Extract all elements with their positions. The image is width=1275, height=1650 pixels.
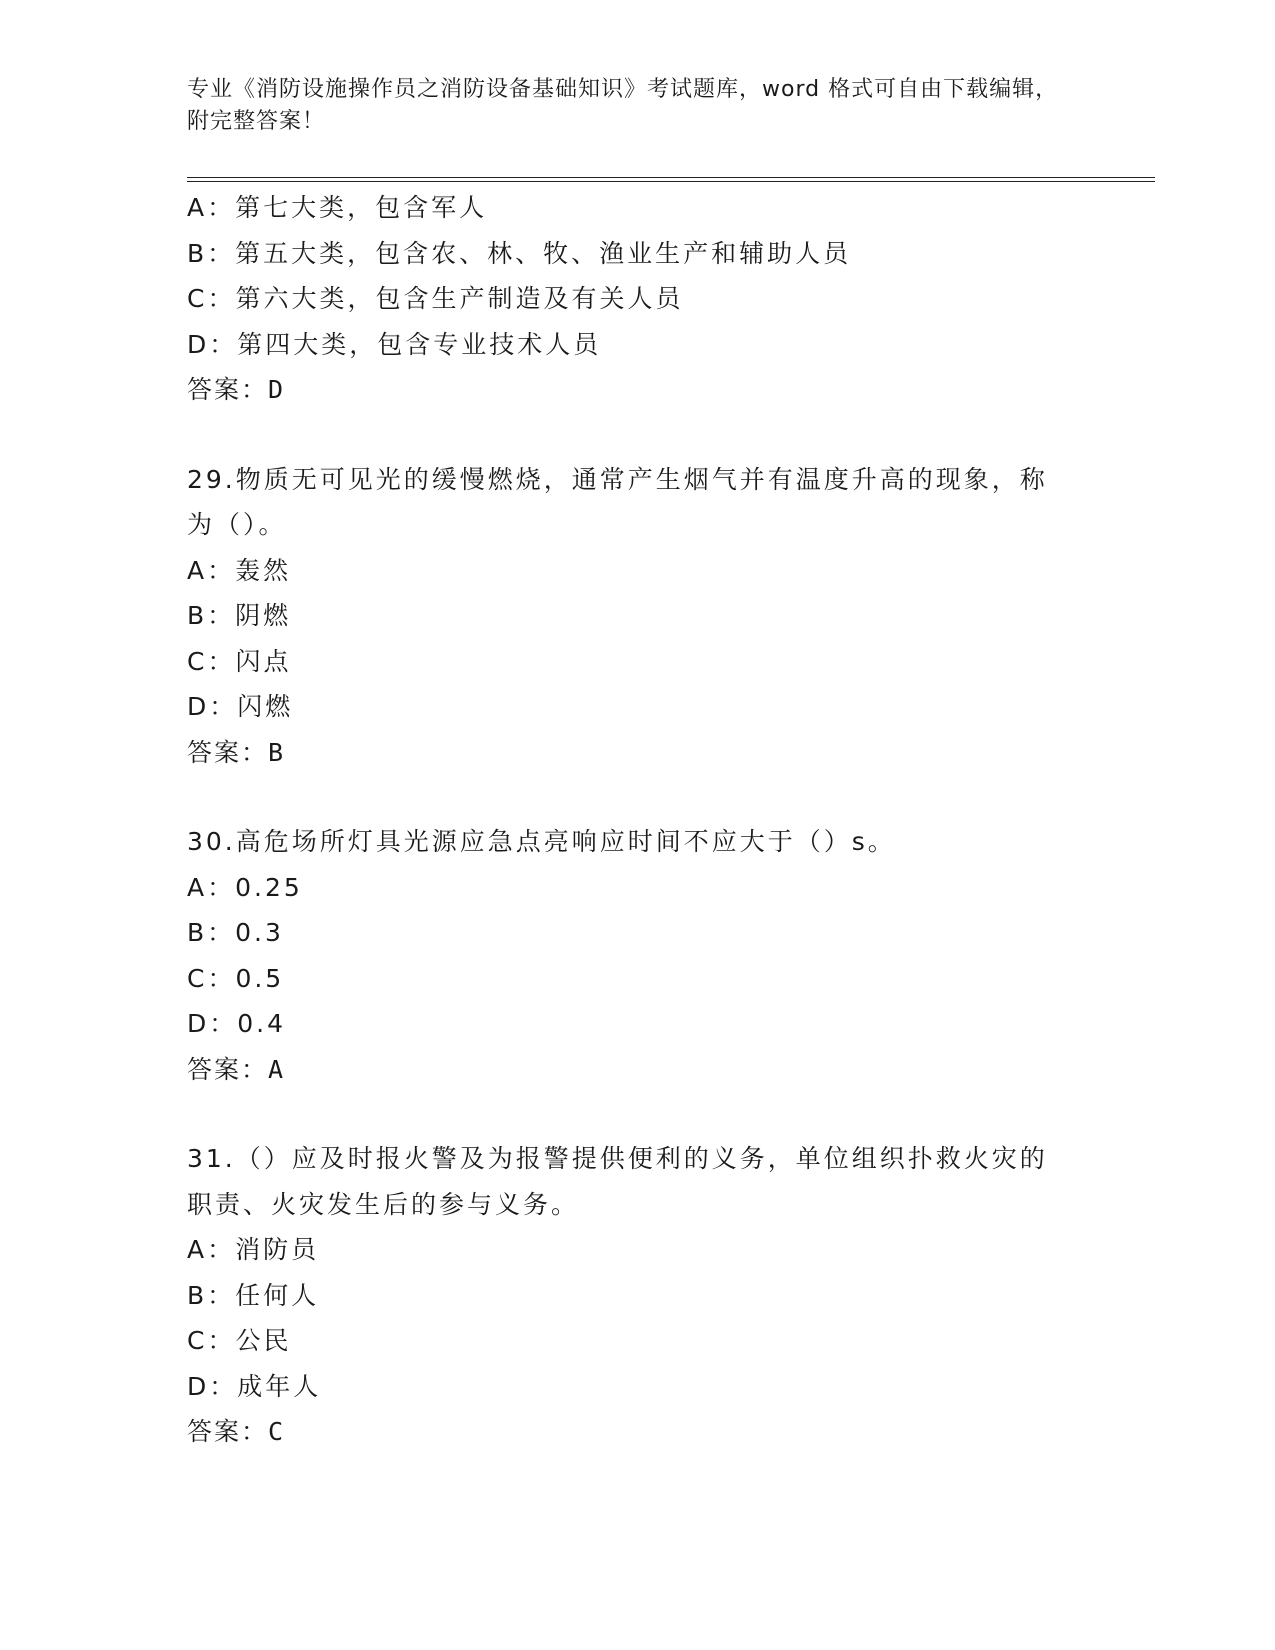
option-b: B：第五大类，包含农、林、牧、渔业生产和辅助人员	[187, 238, 852, 268]
question-text: 31.（）应及时报火警及为报警提供便利的义务，单位组织扑救火灾的职责、火灾发生后的参与义务。	[187, 1144, 1048, 1219]
option-b: B：任何人	[187, 1280, 320, 1310]
option-a: A：轰然	[187, 555, 292, 585]
answer-label: 答案：	[187, 737, 269, 767]
answer-value: C	[268, 1417, 286, 1446]
answer-value: B	[268, 737, 286, 767]
question-list	[187, 185, 1087, 1455]
question-block-31	[187, 1136, 1087, 1455]
document-header: 专业《消防设施操作员之消防设备基础知识》考试题库，word 格式可自由下载编辑，附完整答案！	[187, 77, 1059, 134]
answer-value: D	[268, 375, 286, 404]
option-c: C：0.5	[187, 963, 285, 993]
question-text: 30.高危场所灯具光源应急点亮响应时间不应大于（）s。	[187, 827, 896, 856]
option-c: C：公民	[187, 1326, 292, 1355]
answer-label: 答案：	[187, 1417, 269, 1446]
answer-line	[187, 1047, 1087, 1093]
header-divider	[187, 177, 1155, 182]
question-block-30	[187, 819, 1087, 1092]
option-d: D：成年人	[187, 1371, 322, 1401]
block-spacer	[187, 775, 1087, 819]
option-c: C：闪点	[187, 646, 292, 676]
question-block-28	[187, 185, 1087, 413]
option-a: A：0.25	[187, 872, 303, 902]
answer-line	[187, 367, 1087, 413]
block-spacer	[187, 413, 1087, 457]
option-b: B：阴燃	[187, 601, 292, 630]
question-block-29	[187, 457, 1087, 776]
option-d: D：0.4	[187, 1009, 287, 1038]
answer-line	[187, 1409, 1087, 1455]
answer-label: 答案：	[187, 1054, 269, 1084]
option-c: C：第六大类，包含生产制造及有关人员	[187, 284, 684, 313]
block-spacer	[187, 1092, 1087, 1136]
option-a: A：第七大类，包含军人	[187, 193, 488, 222]
option-d: D：第四大类，包含专业技术人员	[187, 329, 602, 359]
option-a: A：消防员	[187, 1235, 320, 1264]
option-b: B：0.3	[187, 918, 284, 947]
option-d: D：闪燃	[187, 692, 294, 721]
answer-label: 答案：	[187, 375, 269, 404]
question-text: 29.物质无可见光的缓慢燃烧，通常产生烟气并有温度升高的现象，称为（）。	[187, 464, 1048, 539]
answer-value: A	[268, 1054, 286, 1084]
answer-line	[187, 730, 1087, 776]
